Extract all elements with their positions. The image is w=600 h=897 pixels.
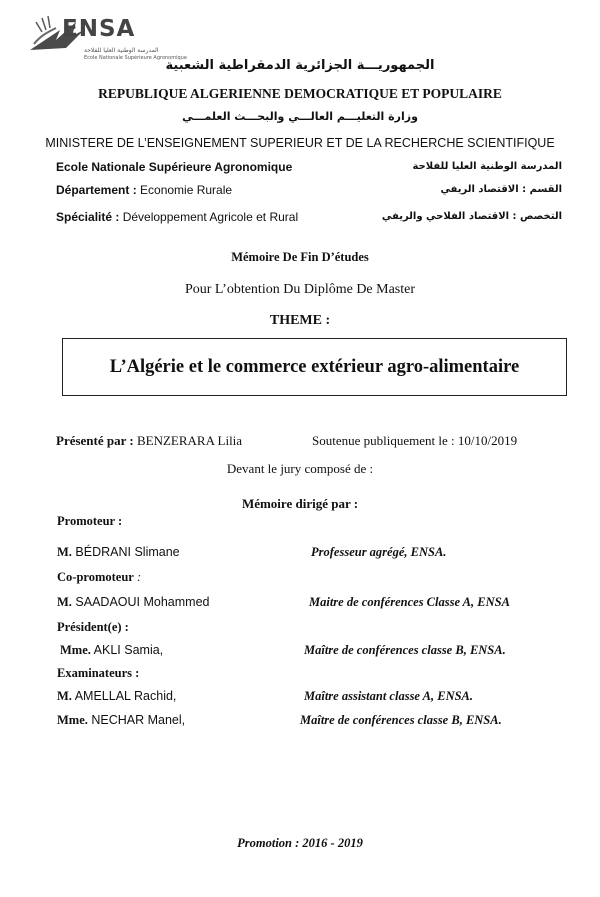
examinateur1-name: AMELLAL Rachid, [71,689,177,703]
presente-label: Présenté par : [56,433,134,448]
logo-subtitle-ar: المدرسة الوطنية العليا للفلاحة [84,47,159,54]
president-prefix: Mme. [60,643,91,657]
republic-title-fr: REPUBLIQUE ALGERIENNE DEMOCRATIQUE ET POPULAIRE [98,86,502,101]
examinateur1-title: Maître assistant classe A, ENSA. [304,689,474,703]
ministry-title-fr: MINISTERE DE L’ENSEIGNEMENT SUPERIEUR ET DE LA RECHERCHE SCIENTIFIQUE [45,136,555,150]
specialite-line [56,210,298,224]
promoteur-prefix: M. [57,545,72,559]
examinateur1-prefix: M. [57,689,72,703]
copromoteur-colon: : [133,570,142,584]
departement-line [56,183,232,197]
copromoteur-name-line [57,595,209,610]
school-name-fr: Ecole Nationale Supérieure Agronomique [56,160,293,174]
president-name-line [60,643,163,658]
copromoteur-title: Maitre de conférences Classe A, ENSA [309,595,510,609]
republic-title-ar: الجمهوريـــة الجزائرية الدمقراطية الشعبية [165,58,435,73]
memoire-heading: Mémoire De Fin D’études [231,250,369,264]
promoteur-name: BÉDRANI Slimane [71,545,180,559]
theme-title: L’Algérie et le commerce extérieur agro-alimentaire [109,357,520,377]
logo-name: ENSA [62,16,136,42]
president-label: Président(e) : [57,620,129,634]
copromoteur-prefix: M. [57,595,72,609]
examinateur2-prefix: Mme. [57,713,88,727]
departement-ar: القسم : الاقتصاد الريفي [440,184,562,195]
soutenue-date: Soutenue publiquement le : 10/10/2019 [312,433,518,448]
presente-value: BENZERARA Lilia [133,433,243,448]
memoire-dirige: Mémoire dirigé par : [241,496,359,511]
presente-par [56,433,242,449]
theme-label: THEME : [269,313,331,328]
departement-value: Economie Rurale [136,183,233,197]
specialite-label: Spécialité : [56,210,120,224]
examinateur2-name: NECHAR Manel, [87,713,186,727]
examinateurs-label: Examinateurs : [57,666,140,680]
ministry-title-ar: وزارة التعليـــم العالـــي والبحـــث العلمـــي [182,110,418,123]
obtention-line: Pour L’obtention Du Diplôme De Master [184,282,416,297]
copromoteur-label: Co-promoteur [57,570,134,584]
specialite-value: Développement Agricole et Rural [119,210,299,224]
copromoteur-label-line [57,570,141,585]
promoteur-label: Promoteur : [57,514,123,528]
devant-jury: Devant le jury composé de : [226,461,374,476]
president-title: Maître de conférences classe B, ENSA. [304,643,506,657]
examinateur2-name-line [57,713,185,728]
promoteur-name-line [57,545,180,560]
examinateur2-title: Maître de conférences classe B, ENSA. [300,713,502,727]
specialite-ar: التخصص : الاقتصاد الفلاحي والريفي [381,211,562,222]
copromoteur-name: SAADAOUI Mohammed [71,595,210,609]
logo-subtitle-fr: Ecole Nationale Supérieure Agronomique [84,55,187,61]
theme-box [62,338,567,396]
departement-label: Département : [56,183,137,197]
examinateur1-name-line [57,689,176,704]
school-name-ar: المدرسة الوطنية العليا للفلاحة [412,161,562,172]
promoteur-title: Professeur agrégé, ENSA. [311,545,447,559]
promotion-years: Promotion : 2016 - 2019 [237,836,363,850]
president-name: AKLI Samia, [90,643,164,657]
